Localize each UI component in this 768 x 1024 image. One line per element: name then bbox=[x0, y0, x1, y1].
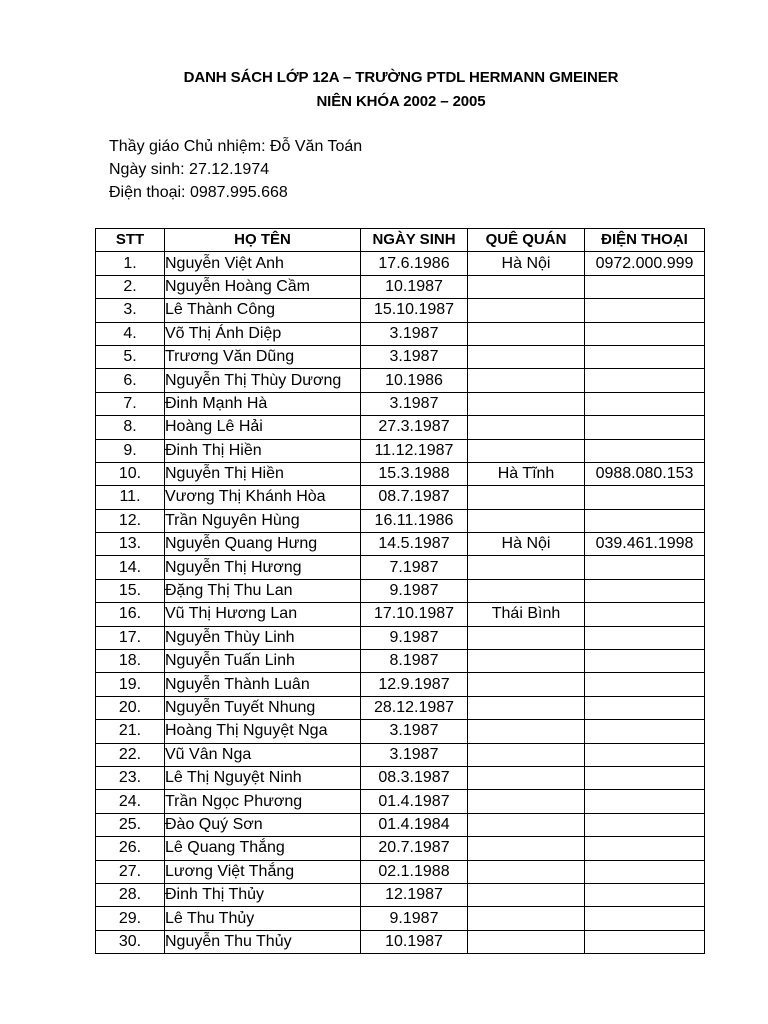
cell-phone bbox=[585, 626, 705, 649]
table-row bbox=[96, 813, 705, 836]
cell-hometown bbox=[468, 439, 585, 462]
cell-hometown bbox=[468, 579, 585, 602]
cell-name: Trần Ngọc Phương bbox=[165, 790, 361, 813]
column-header-hometown: QUÊ QUÁN bbox=[468, 229, 585, 252]
cell-hometown bbox=[468, 556, 585, 579]
cell-birthdate: 16.11.1986 bbox=[361, 509, 468, 532]
cell-birthdate: 10.1986 bbox=[361, 369, 468, 392]
cell-birthdate: 12.9.1987 bbox=[361, 673, 468, 696]
cell-hometown: Thái Bình bbox=[468, 603, 585, 626]
class-roster-table bbox=[95, 228, 705, 954]
table-row bbox=[96, 837, 705, 860]
cell-phone bbox=[585, 720, 705, 743]
document-title: DANH SÁCH LỚP 12A – TRƯỜNG PTDL HERMANN GMEINER bbox=[183, 69, 619, 86]
cell-name: Lê Thị Nguyệt Ninh bbox=[165, 766, 361, 789]
cell-hometown bbox=[468, 837, 585, 860]
cell-birthdate: 01.4.1984 bbox=[361, 813, 468, 836]
cell-hometown bbox=[468, 322, 585, 345]
cell-hometown bbox=[468, 392, 585, 415]
cell-name: Vương Thị Khánh Hòa bbox=[165, 486, 361, 509]
cell-name: Nguyễn Thùy Linh bbox=[165, 626, 361, 649]
cell-hometown bbox=[468, 275, 585, 298]
cell-birthdate: 28.12.1987 bbox=[361, 696, 468, 719]
cell-hometown bbox=[468, 883, 585, 906]
cell-stt: 12. bbox=[96, 509, 165, 532]
cell-name: Hoàng Thị Nguyệt Nga bbox=[165, 720, 361, 743]
cell-phone bbox=[585, 883, 705, 906]
cell-birthdate: 12.1987 bbox=[361, 883, 468, 906]
cell-birthdate: 14.5.1987 bbox=[361, 533, 468, 556]
cell-hometown bbox=[468, 626, 585, 649]
cell-stt: 6. bbox=[96, 369, 165, 392]
table-header-row bbox=[96, 229, 705, 252]
cell-stt: 11. bbox=[96, 486, 165, 509]
cell-name: Nguyễn Thị Thùy Dương bbox=[165, 369, 361, 392]
cell-stt: 25. bbox=[96, 813, 165, 836]
cell-birthdate: 3.1987 bbox=[361, 743, 468, 766]
table-row bbox=[96, 930, 705, 953]
cell-phone bbox=[585, 837, 705, 860]
cell-phone bbox=[585, 743, 705, 766]
cell-phone bbox=[585, 299, 705, 322]
cell-phone bbox=[585, 392, 705, 415]
cell-phone bbox=[585, 673, 705, 696]
teacher-birthdate: Ngày sinh: 27.12.1974 bbox=[109, 161, 270, 178]
cell-hometown bbox=[468, 790, 585, 813]
cell-phone bbox=[585, 907, 705, 930]
cell-phone bbox=[585, 439, 705, 462]
cell-phone bbox=[585, 813, 705, 836]
cell-name: Lương Việt Thắng bbox=[165, 860, 361, 883]
cell-phone: 0972.000.999 bbox=[585, 252, 705, 275]
cell-stt: 16. bbox=[96, 603, 165, 626]
cell-stt: 9. bbox=[96, 439, 165, 462]
cell-name: Đào Quý Sơn bbox=[165, 813, 361, 836]
cell-stt: 15. bbox=[96, 579, 165, 602]
cell-name: Nguyễn Tuyết Nhung bbox=[165, 696, 361, 719]
cell-phone bbox=[585, 345, 705, 368]
table-row bbox=[96, 673, 705, 696]
cell-stt: 24. bbox=[96, 790, 165, 813]
column-header-stt: STT bbox=[96, 229, 165, 252]
cell-hometown bbox=[468, 509, 585, 532]
table-row bbox=[96, 720, 705, 743]
cell-hometown bbox=[468, 930, 585, 953]
table-row bbox=[96, 533, 705, 556]
cell-phone bbox=[585, 486, 705, 509]
table-body bbox=[96, 252, 705, 954]
cell-phone bbox=[585, 369, 705, 392]
table-row bbox=[96, 486, 705, 509]
homeroom-teacher: Thầy giáo Chủ nhiệm: Đỗ Văn Toán bbox=[109, 138, 363, 155]
cell-hometown bbox=[468, 860, 585, 883]
cell-hometown bbox=[468, 369, 585, 392]
cell-name: Lê Thành Công bbox=[165, 299, 361, 322]
cell-birthdate: 02.1.1988 bbox=[361, 860, 468, 883]
cell-hometown bbox=[468, 766, 585, 789]
cell-stt: 23. bbox=[96, 766, 165, 789]
cell-birthdate: 9.1987 bbox=[361, 579, 468, 602]
cell-birthdate: 7.1987 bbox=[361, 556, 468, 579]
cell-phone bbox=[585, 650, 705, 673]
cell-phone bbox=[585, 275, 705, 298]
cell-birthdate: 3.1987 bbox=[361, 720, 468, 743]
cell-name: Nguyễn Tuấn Linh bbox=[165, 650, 361, 673]
cell-hometown bbox=[468, 416, 585, 439]
cell-hometown bbox=[468, 696, 585, 719]
cell-stt: 7. bbox=[96, 392, 165, 415]
cell-stt: 19. bbox=[96, 673, 165, 696]
cell-phone bbox=[585, 509, 705, 532]
cell-stt: 10. bbox=[96, 462, 165, 485]
cell-birthdate: 8.1987 bbox=[361, 650, 468, 673]
cell-phone: 039.461.1998 bbox=[585, 533, 705, 556]
table-row bbox=[96, 462, 705, 485]
cell-name: Nguyễn Thu Thủy bbox=[165, 930, 361, 953]
column-header-phone: ĐIỆN THOẠI bbox=[585, 229, 705, 252]
table-row bbox=[96, 369, 705, 392]
cell-name: Đinh Mạnh Hà bbox=[165, 392, 361, 415]
cell-stt: 27. bbox=[96, 860, 165, 883]
cell-birthdate: 3.1987 bbox=[361, 345, 468, 368]
table-row bbox=[96, 860, 705, 883]
cell-stt: 13. bbox=[96, 533, 165, 556]
cell-stt: 17. bbox=[96, 626, 165, 649]
cell-hometown bbox=[468, 813, 585, 836]
table-row bbox=[96, 322, 705, 345]
table-row bbox=[96, 766, 705, 789]
cell-stt: 26. bbox=[96, 837, 165, 860]
cell-stt: 22. bbox=[96, 743, 165, 766]
table-row bbox=[96, 345, 705, 368]
cell-name: Nguyễn Hoàng Cầm bbox=[165, 275, 361, 298]
cell-birthdate: 10.1987 bbox=[361, 275, 468, 298]
cell-hometown: Hà Nội bbox=[468, 533, 585, 556]
cell-birthdate: 20.7.1987 bbox=[361, 837, 468, 860]
cell-hometown bbox=[468, 907, 585, 930]
cell-name: Lê Thu Thủy bbox=[165, 907, 361, 930]
cell-stt: 5. bbox=[96, 345, 165, 368]
cell-stt: 18. bbox=[96, 650, 165, 673]
cell-phone bbox=[585, 790, 705, 813]
table-row bbox=[96, 556, 705, 579]
cell-name: Đinh Thị Hiền bbox=[165, 439, 361, 462]
cell-name: Nguyễn Thị Hương bbox=[165, 556, 361, 579]
cell-birthdate: 15.3.1988 bbox=[361, 462, 468, 485]
table-row bbox=[96, 650, 705, 673]
cell-hometown bbox=[468, 743, 585, 766]
cell-phone bbox=[585, 416, 705, 439]
cell-hometown bbox=[468, 650, 585, 673]
table-row bbox=[96, 626, 705, 649]
cell-name: Võ Thị Ánh Diệp bbox=[165, 322, 361, 345]
table-row bbox=[96, 299, 705, 322]
table-row bbox=[96, 439, 705, 462]
cell-stt: 29. bbox=[96, 907, 165, 930]
cell-birthdate: 17.10.1987 bbox=[361, 603, 468, 626]
cell-phone bbox=[585, 696, 705, 719]
cell-phone bbox=[585, 556, 705, 579]
cell-name: Nguyễn Thị Hiền bbox=[165, 462, 361, 485]
cell-hometown bbox=[468, 720, 585, 743]
cell-birthdate: 11.12.1987 bbox=[361, 439, 468, 462]
cell-stt: 8. bbox=[96, 416, 165, 439]
table-row bbox=[96, 252, 705, 275]
table-row bbox=[96, 603, 705, 626]
table-row bbox=[96, 907, 705, 930]
cell-birthdate: 10.1987 bbox=[361, 930, 468, 953]
cell-birthdate: 15.10.1987 bbox=[361, 299, 468, 322]
cell-name: Lê Quang Thắng bbox=[165, 837, 361, 860]
cell-stt: 1. bbox=[96, 252, 165, 275]
document-subtitle: NIÊN KHÓA 2002 – 2005 bbox=[316, 93, 486, 110]
cell-name: Đinh Thị Thủy bbox=[165, 883, 361, 906]
cell-birthdate: 08.3.1987 bbox=[361, 766, 468, 789]
table-row bbox=[96, 790, 705, 813]
table-row bbox=[96, 579, 705, 602]
cell-birthdate: 3.1987 bbox=[361, 392, 468, 415]
cell-birthdate: 9.1987 bbox=[361, 907, 468, 930]
cell-stt: 20. bbox=[96, 696, 165, 719]
cell-stt: 2. bbox=[96, 275, 165, 298]
table-row bbox=[96, 392, 705, 415]
cell-birthdate: 08.7.1987 bbox=[361, 486, 468, 509]
cell-phone bbox=[585, 579, 705, 602]
table-row bbox=[96, 416, 705, 439]
table-row bbox=[96, 275, 705, 298]
cell-stt: 14. bbox=[96, 556, 165, 579]
cell-hometown bbox=[468, 486, 585, 509]
cell-birthdate: 3.1987 bbox=[361, 322, 468, 345]
cell-phone bbox=[585, 860, 705, 883]
cell-hometown bbox=[468, 299, 585, 322]
table-row bbox=[96, 883, 705, 906]
cell-stt: 21. bbox=[96, 720, 165, 743]
cell-name: Trương Văn Dũng bbox=[165, 345, 361, 368]
cell-name: Nguyễn Quang Hưng bbox=[165, 533, 361, 556]
cell-stt: 3. bbox=[96, 299, 165, 322]
cell-name: Trần Nguyên Hùng bbox=[165, 509, 361, 532]
cell-name: Đặng Thị Thu Lan bbox=[165, 579, 361, 602]
cell-hometown bbox=[468, 345, 585, 368]
cell-hometown bbox=[468, 673, 585, 696]
cell-name: Hoàng Lê Hải bbox=[165, 416, 361, 439]
cell-stt: 28. bbox=[96, 883, 165, 906]
column-header-name: HỌ TÊN bbox=[165, 229, 361, 252]
cell-phone bbox=[585, 322, 705, 345]
cell-name: Nguyễn Việt Anh bbox=[165, 252, 361, 275]
table-row bbox=[96, 696, 705, 719]
cell-phone bbox=[585, 930, 705, 953]
cell-stt: 4. bbox=[96, 322, 165, 345]
cell-name: Vũ Vân Nga bbox=[165, 743, 361, 766]
cell-hometown: Hà Tĩnh bbox=[468, 462, 585, 485]
cell-stt: 30. bbox=[96, 930, 165, 953]
cell-birthdate: 9.1987 bbox=[361, 626, 468, 649]
cell-birthdate: 17.6.1986 bbox=[361, 252, 468, 275]
teacher-phone: Điện thoại: 0987.995.668 bbox=[109, 184, 288, 201]
cell-phone: 0988.080.153 bbox=[585, 462, 705, 485]
cell-name: Nguyễn Thành Luân bbox=[165, 673, 361, 696]
cell-hometown: Hà Nội bbox=[468, 252, 585, 275]
cell-phone bbox=[585, 766, 705, 789]
table-row bbox=[96, 743, 705, 766]
table-row bbox=[96, 509, 705, 532]
cell-phone bbox=[585, 603, 705, 626]
cell-name: Vũ Thị Hương Lan bbox=[165, 603, 361, 626]
column-header-birthdate: NGÀY SINH bbox=[361, 229, 468, 252]
cell-birthdate: 01.4.1987 bbox=[361, 790, 468, 813]
cell-birthdate: 27.3.1987 bbox=[361, 416, 468, 439]
